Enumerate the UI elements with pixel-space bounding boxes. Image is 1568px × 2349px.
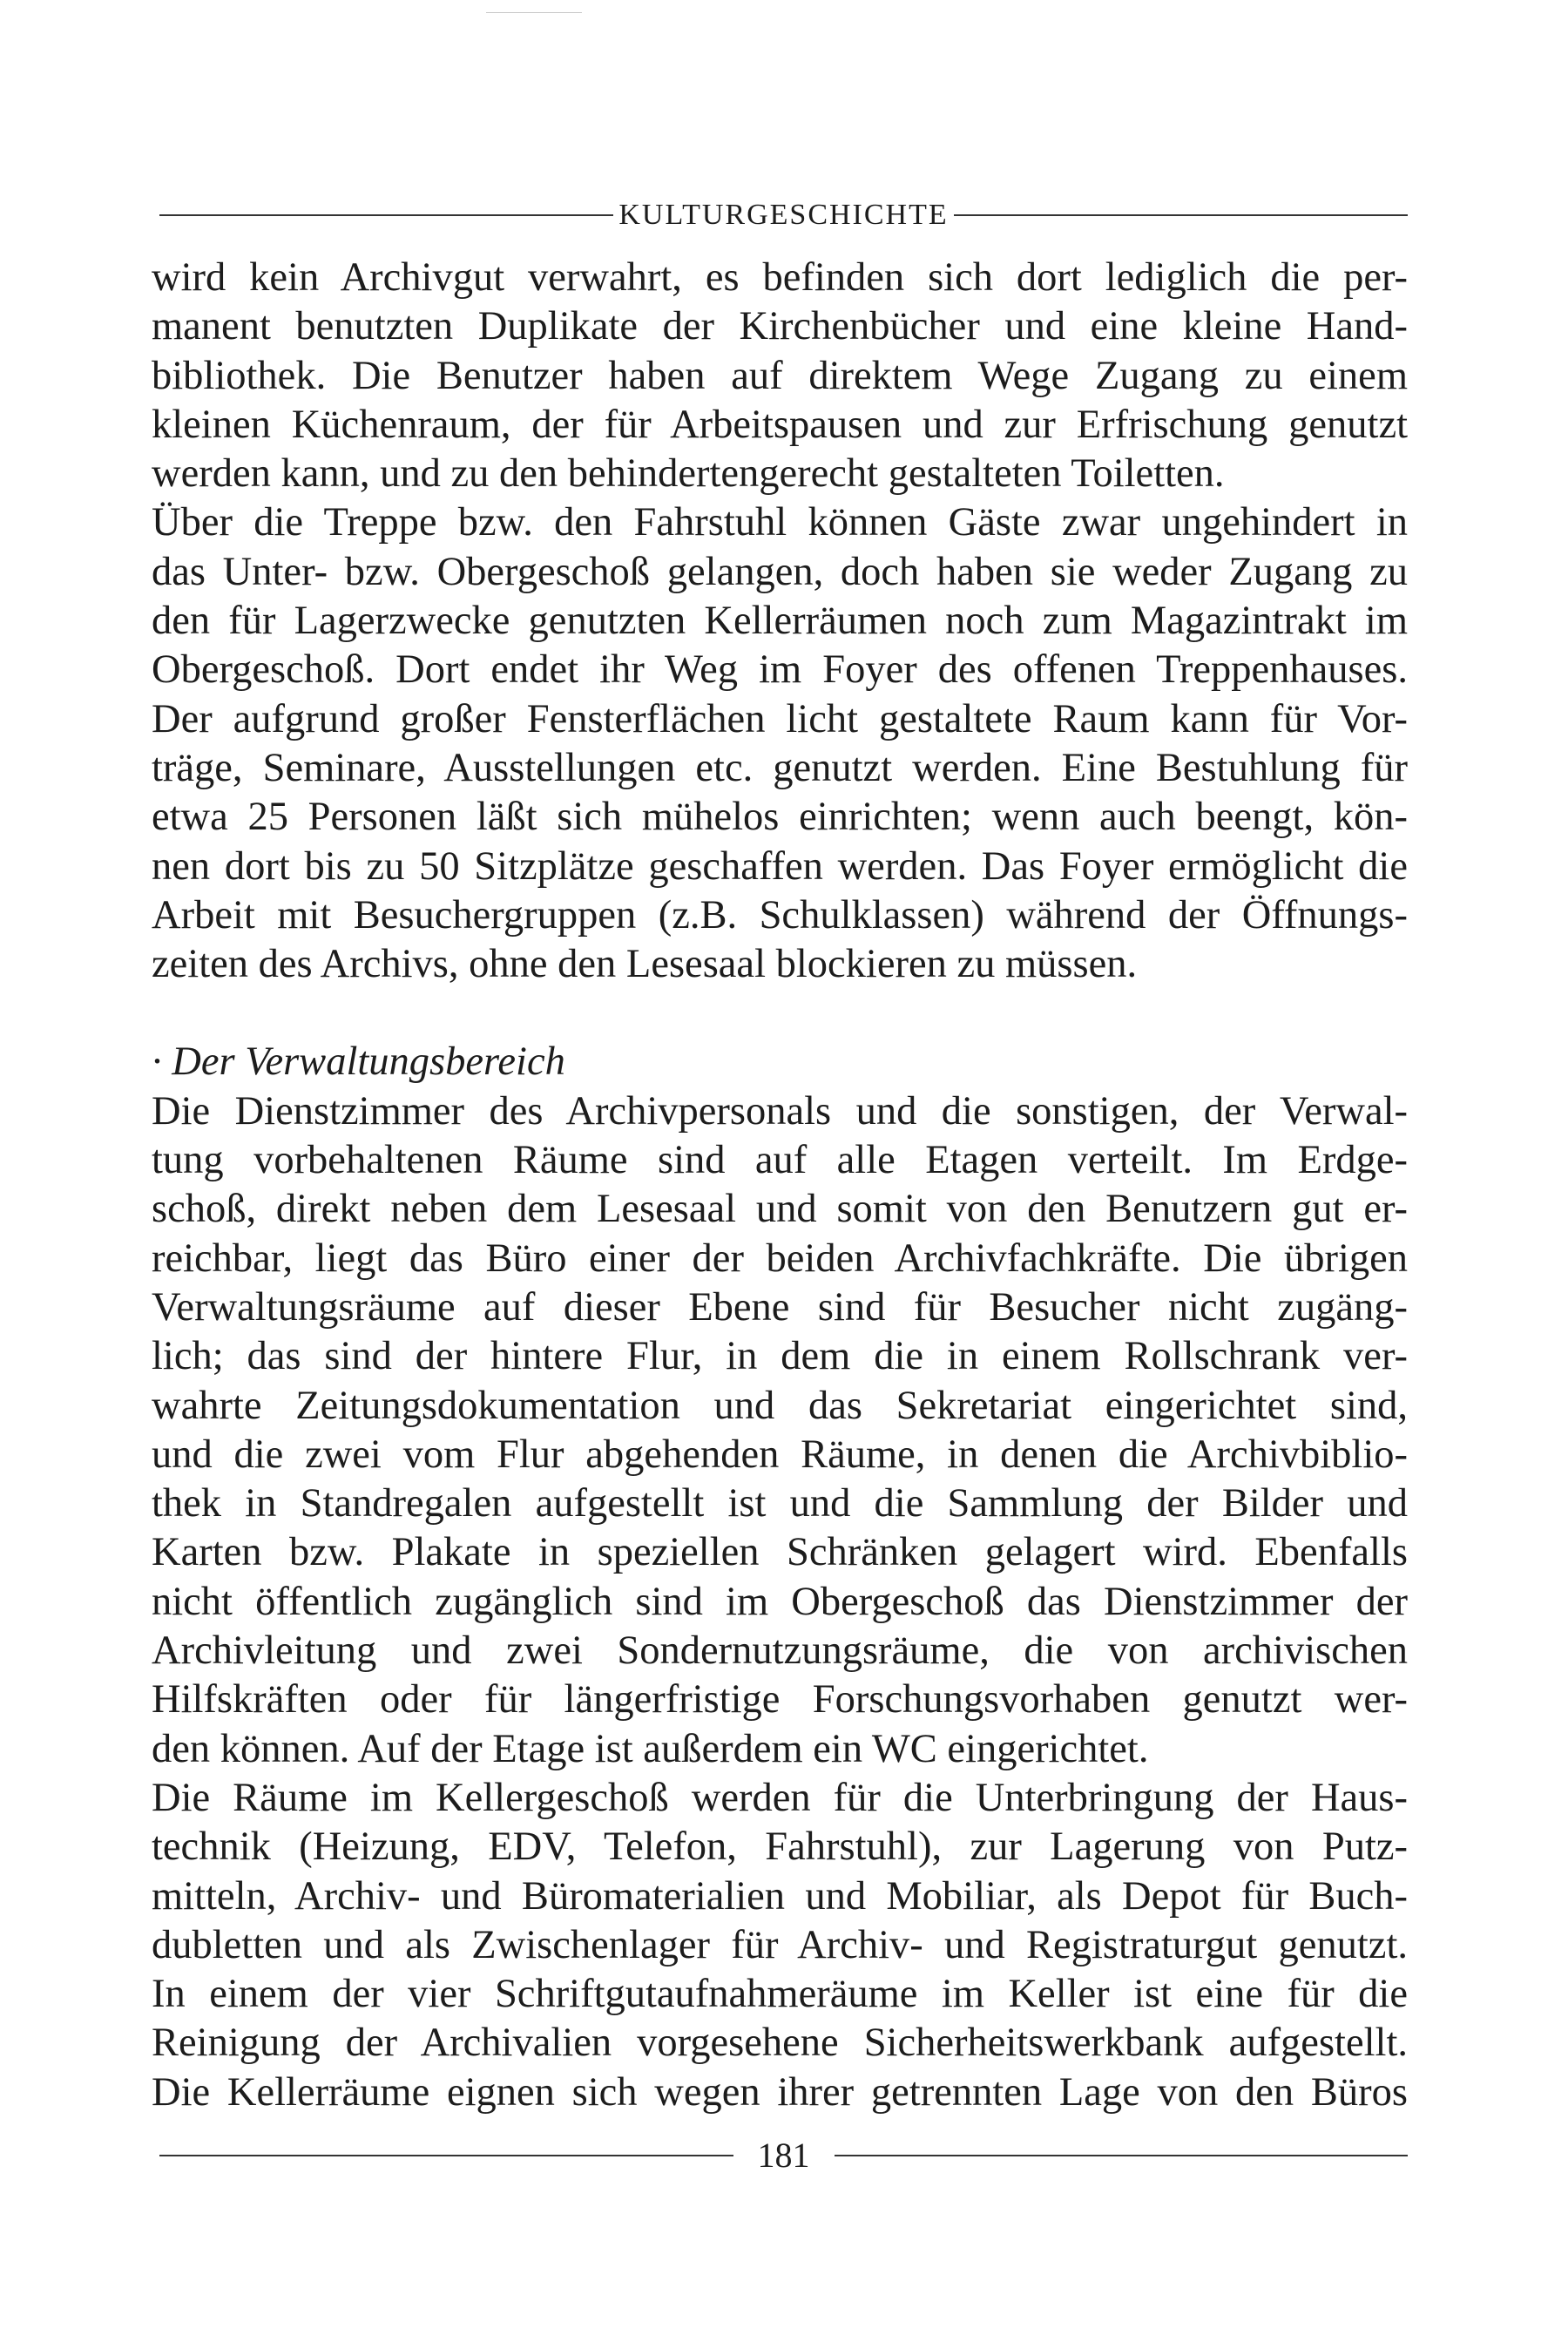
text-line: zeiten des Archivs, ohne den Lesesaal blockieren zu müssen.	[152, 942, 1138, 987]
text-line: nen dort bis zu 50 Sitzplätze geschaffen werden. Das Foyer ermöglicht die	[152, 843, 1408, 889]
text-line: wahrte Zeitungsdokumentation und das Sekretariat eingerichtet sind,	[152, 1383, 1408, 1428]
text-line: schoß, direkt neben dem Lesesaal und somit von den Benutzern gut er-	[152, 1187, 1408, 1232]
page-footer	[159, 2133, 1408, 2178]
text-line: Arbeit mit Besuchergruppen (z.B. Schulklassen) während der Öffnungs-	[152, 892, 1408, 938]
text-line: mitteln, Archiv- und Büromaterialien und Mobiliar, als Depot für Buch-	[152, 1873, 1408, 1919]
footer-rule-left	[159, 2155, 733, 2156]
text-line: kleinen Küchenraum, der für Arbeitspausen und zur Erfrischung genutzt	[152, 402, 1408, 447]
running-head-rule-right	[954, 214, 1408, 216]
text-line: Obergeschoß. Dort endet ihr Weg im Foyer des offenen Treppenhauses.	[152, 647, 1408, 693]
text-line: Archivleitung und zwei Sondernutzungsräume, die von archivischen	[152, 1628, 1408, 1674]
text-line: Der aufgrund großer Fensterflächen licht gestaltete Raum kann für Vor-	[152, 696, 1408, 741]
text-line: Karten bzw. Plakate in speziellen Schränken gelagert wird. Ebenfalls	[152, 1530, 1408, 1575]
page-number: 181	[757, 2136, 810, 2175]
text-line: träge, Seminare, Ausstellungen etc. genutzt werden. Eine Bestuhlung für	[152, 745, 1408, 790]
running-head	[159, 193, 1408, 237]
text-line: Verwaltungsräume auf dieser Ebene sind für Besucher nicht zugäng-	[152, 1284, 1408, 1330]
text-line: Über die Treppe bzw. den Fahrstuhl können Gäste zwar ungehindert in	[152, 500, 1408, 545]
text-line: den für Lagerzwecke genutzten Kellerräumen noch zum Magazintrakt im	[152, 599, 1408, 644]
text-line: Die Dienstzimmer des Archivpersonals und die sonstigen, der Verwal-	[152, 1088, 1408, 1134]
text-line: Reinigung der Archivalien vorgesehene Sicherheitswerkbank aufgestellt.	[152, 2021, 1408, 2066]
running-head-rule-left	[159, 214, 613, 216]
text-line: Die Kellerräume eignen sich wegen ihrer getrennten Lage von den Büros	[152, 2069, 1408, 2115]
text-line: nicht öffentlich zugänglich sind im Obergeschoß das Dienstzimmer der	[152, 1579, 1408, 1624]
text-line: bibliothek. Die Benutzer haben auf direktem Wege Zugang zu einem	[152, 353, 1408, 398]
text-line: und die zwei vom Flur abgehenden Räume, in denen die Archivbiblio-	[152, 1432, 1408, 1477]
text-line: den können. Auf der Etage ist außerdem ein WC eingerichtet.	[152, 1726, 1149, 1771]
text-line: reichbar, liegt das Büro einer der beiden Archivfachkräfte. Die übrigen	[152, 1235, 1408, 1281]
text-line: tung vorbehaltenen Räume sind auf alle Etagen verteilt. Im Erdge-	[152, 1138, 1408, 1183]
page-body	[152, 254, 1408, 2117]
text-line: technik (Heizung, EDV, Telefon, Fahrstuhl), zur Lagerung von Putz-	[152, 1824, 1408, 1870]
footer-rule-right	[835, 2155, 1409, 2156]
text-line: Hilfskräften oder für längerfristige Forschungsvorhaben genutzt wer-	[152, 1677, 1408, 1723]
paragraph-spacer	[152, 989, 1408, 1038]
text-line: etwa 25 Personen läßt sich mühelos einrichten; wenn auch beengt, kön-	[152, 795, 1408, 840]
text-line: werden kann, und zu den behindertengerecht gestalteten Toiletten.	[152, 451, 1225, 497]
text-line: thek in Standregalen aufgestellt ist und die Sammlung der Bilder und	[152, 1481, 1408, 1527]
text-line: manent benutzten Duplikate der Kirchenbücher und eine kleine Hand-	[152, 304, 1408, 349]
running-head-title: KULTURGESCHICHTE	[618, 199, 949, 231]
text-line: In einem der vier Schriftgutaufnahmeräume im Keller ist eine für die	[152, 1972, 1408, 2017]
text-line: lich; das sind der hintere Flur, in dem die in einem Rollschrank ver-	[152, 1334, 1408, 1379]
text-line: Die Räume im Kellergeschoß werden für die Unterbringung der Haus-	[152, 1775, 1408, 1820]
text-line: dubletten und als Zwischenlager für Archiv- und Registraturgut genutzt.	[152, 1922, 1408, 1967]
text-line: wird kein Archivgut verwahrt, es befinden sich dort lediglich die per-	[152, 255, 1408, 300]
text-line: das Unter- bzw. Obergeschoß gelangen, doch haben sie weder Zugang zu	[152, 549, 1408, 594]
top-edge-mark	[486, 12, 582, 13]
section-heading: · Der Verwaltungsbereich	[152, 1039, 565, 1085]
